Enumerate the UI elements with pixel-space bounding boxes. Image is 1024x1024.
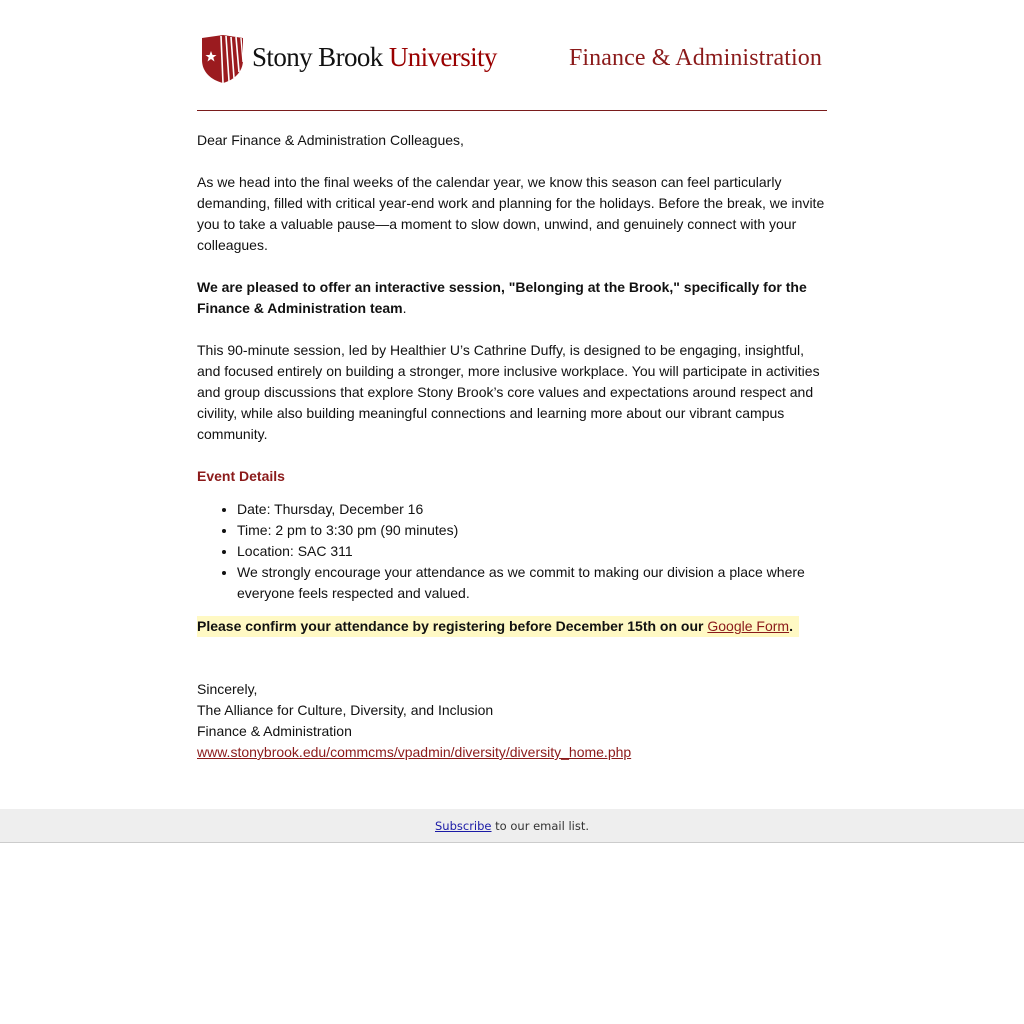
session-offer-paragraph [197, 277, 829, 319]
event-date: • Date: Thursday, December 16 [237, 499, 827, 520]
google-form-link[interactable]: Google Form [707, 618, 790, 634]
signoff-dept: Finance & Administration [197, 723, 352, 739]
logo-text-university: University [388, 41, 497, 72]
department-title: Finance & Administration [568, 45, 822, 71]
signoff [197, 679, 631, 763]
diversity-website-link[interactable]: www.stonybrook.edu/commcms/vpadmin/diversity/diversity_home.php [197, 744, 632, 760]
event-time: • Time: 2 pm to 3:30 pm (90 minutes) [237, 520, 827, 541]
university-logo [201, 34, 497, 84]
logo-text-stony-brook: Stony Brook [252, 41, 383, 72]
confirm-attendance-callout [197, 616, 799, 637]
confirm-period: . [789, 618, 793, 634]
greeting: Dear Finance & Administration Colleagues, [197, 132, 464, 148]
session-offer-text: We are pleased to offer an interactive session, "Belonging at the Brook," specifically for the Finance & Administration team [197, 279, 807, 316]
session-description: This 90-minute session, led by Healthier U’s Cathrine Duffy, is designed to be engaging, insightful, and focused entirely on building a stronger, more inclusive workplace. You will participate in activities and group discussions that explore Stony Brook’s core values and expectations around respect and civility, while also building meaningful connections and learning more about our vibrant campus community. [197, 342, 820, 442]
email-footer [0, 809, 1024, 843]
intro-paragraph: As we head into the final weeks of the calendar year, we know this season can feel particularly demanding, filled with critical year-end work and planning for the holidays. Before the break, we invite you to take a valuable pause—a moment to slow down, unwind, and genuinely connect with your colleagues. [197, 174, 825, 253]
email-header [197, 0, 827, 111]
logo-wordmark [252, 41, 497, 72]
shield-star-icon [201, 34, 244, 84]
subscribe-text: to our email list. [491, 819, 589, 833]
session-offer-period: . [402, 300, 407, 316]
email-container [197, 0, 827, 760]
event-details-list [237, 499, 827, 604]
event-location: • Location: SAC 311 [237, 541, 827, 562]
signoff-closing: Sincerely, [197, 681, 258, 697]
signoff-org: The Alliance for Culture, Diversity, and Inclusion [197, 702, 494, 718]
confirm-text: Please confirm your attendance by registering before December 15th on our [197, 618, 708, 634]
event-details-heading: Event Details [197, 468, 285, 484]
event-encouragement: • We strongly encourage your attendance as we commit to making our division a place where everyone feels respected and valued. [237, 562, 827, 604]
subscribe-link[interactable]: Subscribe [435, 819, 492, 833]
